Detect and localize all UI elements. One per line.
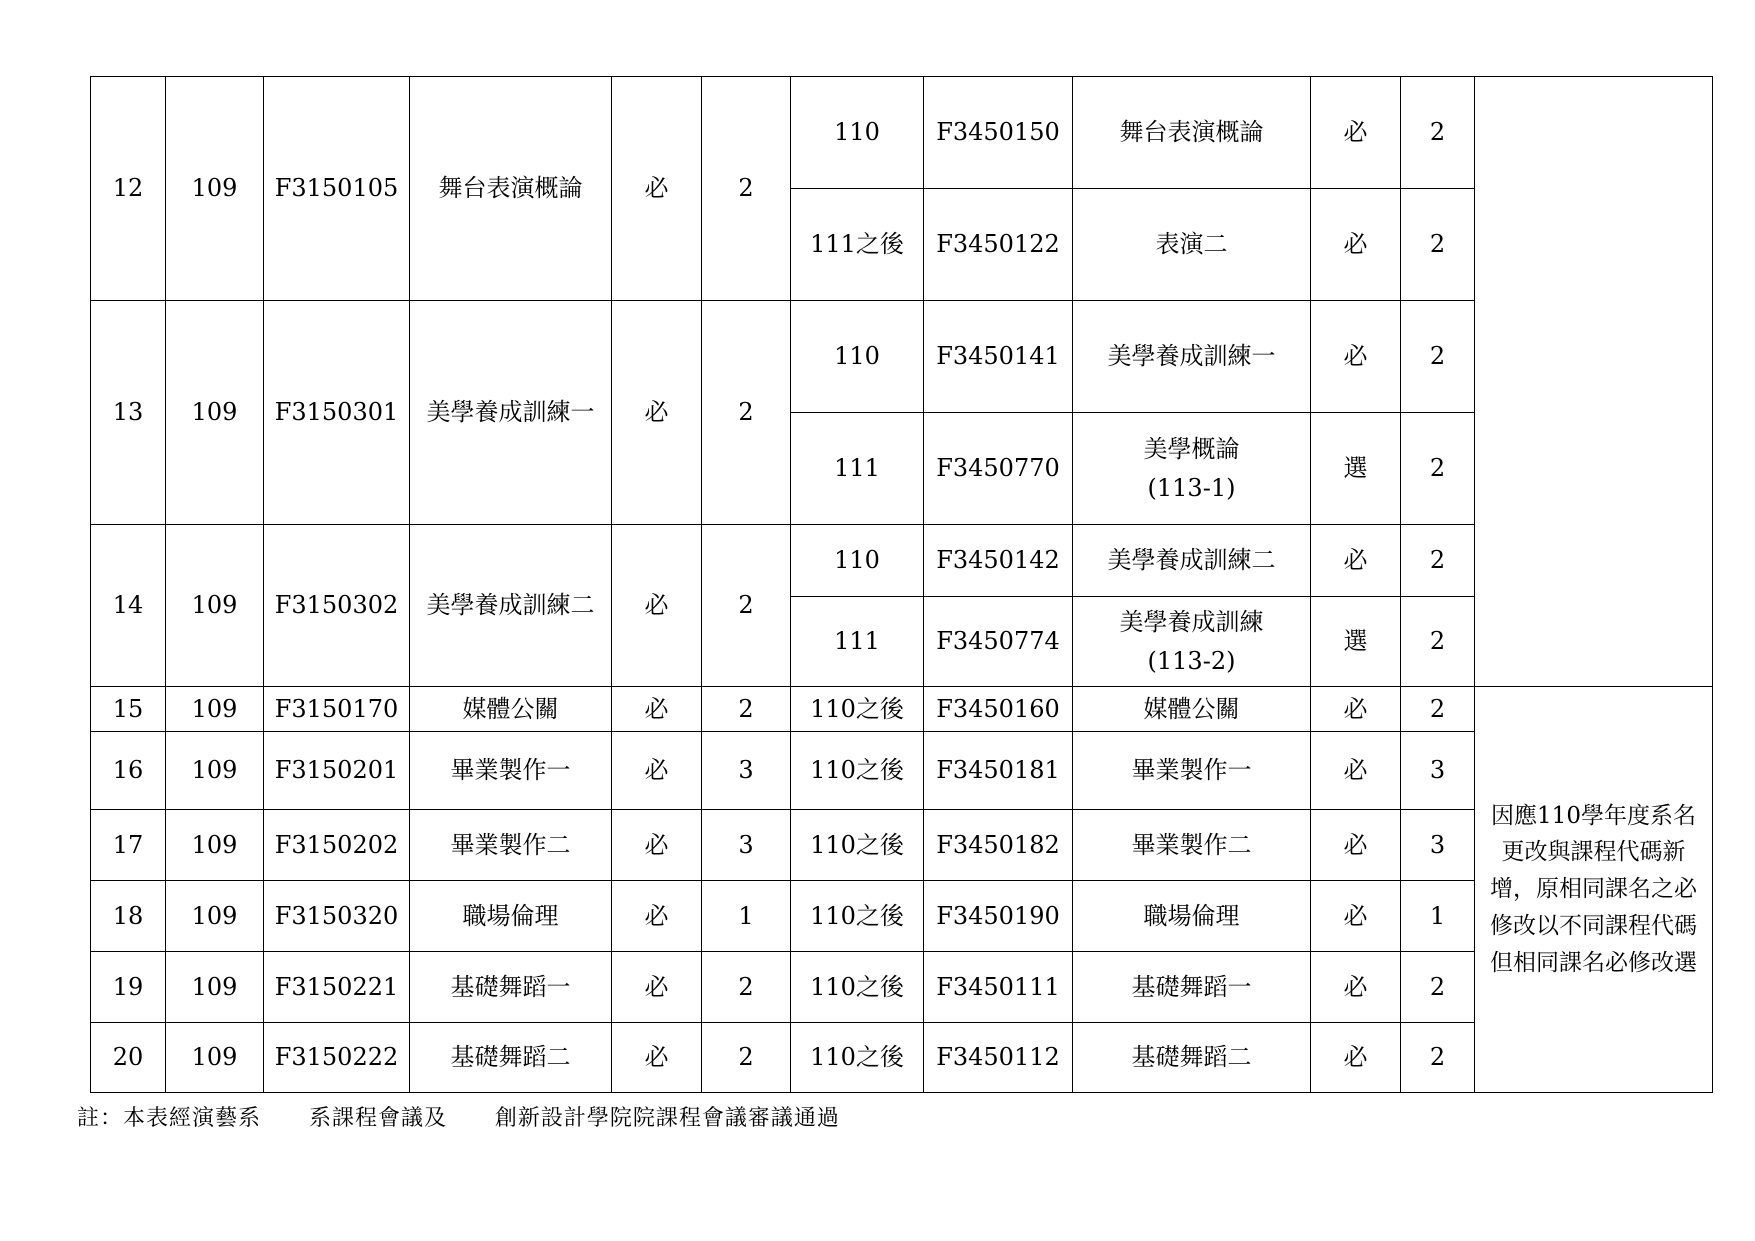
new-course-name — [1073, 525, 1311, 597]
row-number: 19 — [91, 952, 166, 1023]
new-course-code: F3450112 — [924, 1023, 1073, 1093]
old-course-code: F3150170 — [264, 687, 410, 732]
new-course-name-text: 職場倫理 — [1143, 901, 1240, 930]
new-course-type: 選 — [1311, 413, 1401, 525]
new-course-name — [1073, 732, 1311, 810]
new-course-name — [1073, 952, 1311, 1023]
new-credits: 2 — [1401, 1023, 1475, 1093]
old-course-code: F3150201 — [264, 732, 410, 810]
old-year: 109 — [166, 301, 264, 525]
new-year: 110 — [791, 525, 924, 597]
new-credits: 2 — [1401, 525, 1475, 597]
new-course-type: 必 — [1311, 189, 1401, 301]
old-credits: 3 — [702, 732, 791, 810]
table-row — [91, 525, 1713, 597]
old-credits: 2 — [702, 301, 791, 525]
new-credits: 2 — [1401, 189, 1475, 301]
old-credits: 2 — [702, 1023, 791, 1093]
table-row — [91, 77, 1713, 189]
table-row — [91, 301, 1713, 413]
new-course-name-text: 基礎舞蹈二 — [1131, 1043, 1252, 1072]
new-course-type: 必 — [1311, 732, 1401, 810]
new-year: 110之後 — [791, 810, 924, 881]
old-course-type: 必 — [612, 687, 702, 732]
old-credits: 1 — [702, 881, 791, 952]
old-course-name: 美學養成訓練二 — [410, 525, 612, 687]
table-row — [91, 881, 1713, 952]
old-course-name: 美學養成訓練一 — [410, 301, 612, 525]
new-course-code: F3450190 — [924, 881, 1073, 952]
old-course-type: 必 — [612, 301, 702, 525]
new-course-name — [1073, 77, 1311, 189]
old-course-type: 必 — [612, 952, 702, 1023]
new-course-name — [1073, 881, 1311, 952]
old-course-type: 必 — [612, 881, 702, 952]
old-year: 109 — [166, 810, 264, 881]
new-course-name-text: 媒體公關 — [1143, 694, 1240, 723]
row-number: 14 — [91, 525, 166, 687]
new-course-name-text: 基礎舞蹈一 — [1131, 972, 1252, 1001]
new-course-name-text: 舞台表演概論 — [1119, 118, 1264, 147]
old-course-code: F3150202 — [264, 810, 410, 881]
new-course-code: F3450142 — [924, 525, 1073, 597]
remark-cell — [1475, 687, 1713, 1093]
old-course-type: 必 — [612, 810, 702, 881]
old-year: 109 — [166, 732, 264, 810]
new-year: 110之後 — [791, 881, 924, 952]
table-row — [91, 732, 1713, 810]
old-credits: 2 — [702, 525, 791, 687]
new-course-name — [1073, 1023, 1311, 1093]
old-course-code: F3150320 — [264, 881, 410, 952]
old-course-name: 媒體公關 — [410, 687, 612, 732]
new-course-name — [1073, 301, 1311, 413]
old-year: 109 — [166, 77, 264, 301]
old-year: 109 — [166, 952, 264, 1023]
new-year: 111 — [791, 597, 924, 687]
table-row — [91, 810, 1713, 881]
new-course-code: F3450111 — [924, 952, 1073, 1023]
new-course-name-text: 表演二 — [1155, 230, 1228, 259]
old-course-code: F3150301 — [264, 301, 410, 525]
remark-line: 但相同課名必修改選 — [1490, 949, 1697, 976]
old-credits: 2 — [702, 952, 791, 1023]
old-course-type: 必 — [612, 1023, 702, 1093]
new-course-code: F3450150 — [924, 77, 1073, 189]
new-course-type: 必 — [1311, 810, 1401, 881]
new-course-code: F3450141 — [924, 301, 1073, 413]
new-credits: 2 — [1401, 952, 1475, 1023]
new-credits: 3 — [1401, 810, 1475, 881]
new-year: 110 — [791, 77, 924, 189]
new-course-type: 必 — [1311, 525, 1401, 597]
new-credits: 2 — [1401, 413, 1475, 525]
new-course-code: F3450122 — [924, 189, 1073, 301]
old-credits: 2 — [702, 77, 791, 301]
new-credits: 3 — [1401, 732, 1475, 810]
old-course-type: 必 — [612, 525, 702, 687]
new-course-name — [1073, 810, 1311, 881]
new-course-code: F3450770 — [924, 413, 1073, 525]
old-course-name: 職場倫理 — [410, 881, 612, 952]
old-credits: 2 — [702, 687, 791, 732]
new-year: 110 — [791, 301, 924, 413]
new-course-name-note: (113-2) — [1147, 646, 1236, 675]
new-course-type: 必 — [1311, 1023, 1401, 1093]
remark-line: 更改與課程代碼新 — [1501, 839, 1686, 866]
new-course-type: 必 — [1311, 77, 1401, 189]
new-course-name — [1073, 597, 1311, 687]
remark-line: 修改以不同課程代碼 — [1490, 912, 1697, 939]
old-course-code: F3150105 — [264, 77, 410, 301]
new-course-type: 必 — [1311, 687, 1401, 732]
old-course-code: F3150302 — [264, 525, 410, 687]
new-course-name — [1073, 687, 1311, 732]
new-course-code: F3450182 — [924, 810, 1073, 881]
old-credits: 3 — [702, 810, 791, 881]
new-course-code: F3450160 — [924, 687, 1073, 732]
new-course-name-text: 美學養成訓練一 — [1107, 342, 1276, 371]
row-number: 20 — [91, 1023, 166, 1093]
new-course-type: 選 — [1311, 597, 1401, 687]
new-credits: 2 — [1401, 597, 1475, 687]
new-credits: 2 — [1401, 687, 1475, 732]
remark-line: 因應110學年度系名 — [1491, 802, 1696, 829]
old-course-type: 必 — [612, 77, 702, 301]
new-year: 110之後 — [791, 952, 924, 1023]
new-course-name-text: 美學養成訓練 — [1119, 608, 1264, 637]
new-credits: 2 — [1401, 301, 1475, 413]
new-course-type: 必 — [1311, 301, 1401, 413]
row-number: 15 — [91, 687, 166, 732]
new-course-name-text: 美學養成訓練二 — [1107, 546, 1276, 575]
footnote: 註：本表經演藝系 系課程會議及 創新設計學院院課程會議審議通過 — [77, 1106, 840, 1131]
row-number: 18 — [91, 881, 166, 952]
old-course-type: 必 — [612, 732, 702, 810]
table-row — [91, 952, 1713, 1023]
old-year: 109 — [166, 881, 264, 952]
course-mapping-table — [90, 76, 1713, 1093]
new-course-name-text: 畢業製作二 — [1131, 830, 1252, 859]
row-number: 12 — [91, 77, 166, 301]
new-course-type: 必 — [1311, 952, 1401, 1023]
remark-blank-cell — [1475, 77, 1713, 687]
new-course-name — [1073, 413, 1311, 525]
new-year: 110之後 — [791, 732, 924, 810]
old-year: 109 — [166, 525, 264, 687]
old-year: 109 — [166, 1023, 264, 1093]
old-course-name: 基礎舞蹈二 — [410, 1023, 612, 1093]
old-course-code: F3150221 — [264, 952, 410, 1023]
new-year: 111之後 — [791, 189, 924, 301]
remark-line: 增，原相同課名之必 — [1490, 876, 1697, 903]
old-year: 109 — [166, 687, 264, 732]
row-number: 16 — [91, 732, 166, 810]
old-course-name: 畢業製作一 — [410, 732, 612, 810]
new-course-name — [1073, 189, 1311, 301]
old-course-name: 舞台表演概論 — [410, 77, 612, 301]
old-course-name: 基礎舞蹈一 — [410, 952, 612, 1023]
row-number: 13 — [91, 301, 166, 525]
new-course-name-text: 美學概論 — [1143, 435, 1240, 464]
old-course-code: F3150222 — [264, 1023, 410, 1093]
row-number: 17 — [91, 810, 166, 881]
new-year: 111 — [791, 413, 924, 525]
table-row — [91, 1023, 1713, 1093]
new-credits: 2 — [1401, 77, 1475, 189]
new-course-code: F3450181 — [924, 732, 1073, 810]
old-course-name: 畢業製作二 — [410, 810, 612, 881]
new-year: 110之後 — [791, 687, 924, 732]
table-row — [91, 687, 1713, 732]
new-credits: 1 — [1401, 881, 1475, 952]
new-course-name-text: 畢業製作一 — [1131, 756, 1252, 785]
new-course-name-note: (113-1) — [1147, 473, 1236, 502]
new-course-type: 必 — [1311, 881, 1401, 952]
new-course-code: F3450774 — [924, 597, 1073, 687]
new-year: 110之後 — [791, 1023, 924, 1093]
